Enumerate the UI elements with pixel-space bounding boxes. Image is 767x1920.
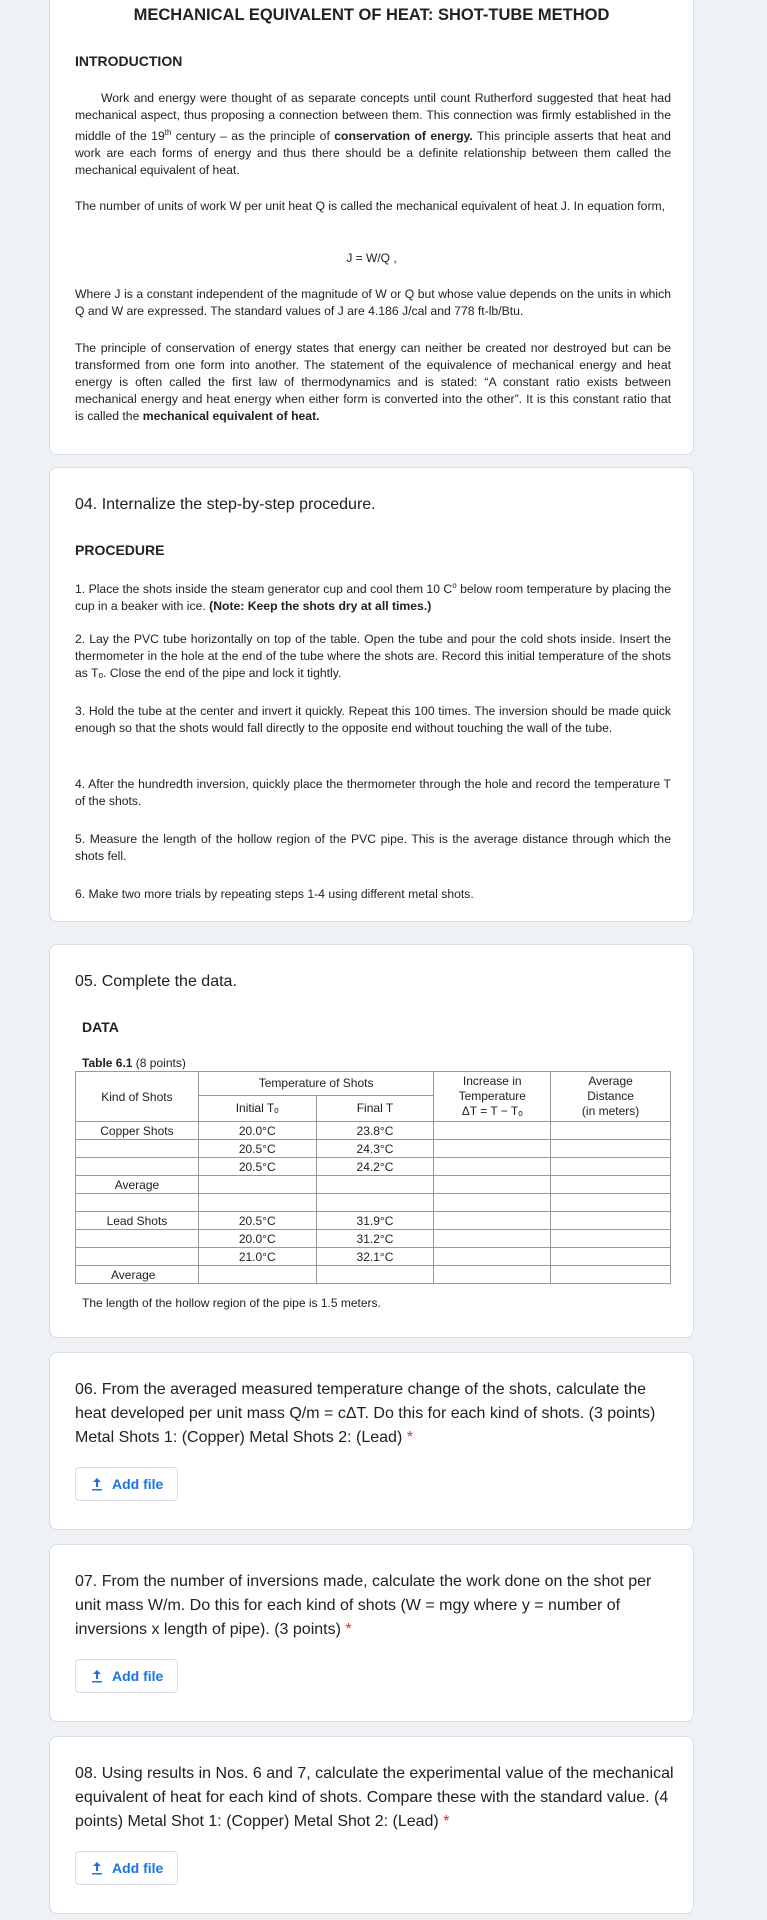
cell-initial: 20.5°C (198, 1140, 316, 1158)
question-07-title: 07. From the number of inversions made, calculate the work done on the shot per unit mass W/m. Do this for each kind of shots (W = mgy where y = number of inversions x length of pipe). (3 points) * (75, 1573, 652, 1638)
cell-increase[interactable] (434, 1140, 551, 1158)
procedure-step-3: 3. Hold the tube at the center and invert it quickly. Repeat this 100 times. The inversion should be made quick enough so that the shots would fall directly to the opposite end without touching the wall of the tube. (75, 704, 671, 735)
add-file-button[interactable]: Add file (75, 1467, 178, 1501)
question-05-card (49, 944, 694, 1338)
table-row (76, 1212, 671, 1230)
required-asterisk: * (443, 1813, 450, 1830)
cell-initial: 21.0°C (198, 1248, 316, 1266)
header-final: Final T (316, 1095, 434, 1121)
cell-increase[interactable] (434, 1122, 551, 1140)
cell-increase[interactable] (434, 1212, 551, 1230)
table-row (76, 1140, 671, 1158)
header-initial: Initial Tₒ (198, 1095, 316, 1121)
cell-distance[interactable] (551, 1122, 671, 1140)
procedure-step-1: 1. Place the shots inside the steam generator cup and cool them 10 $C^o$ below room temperature by placing the cup in a beaker with ice. (Note: Keep the shots dry at all times.) (75, 581, 671, 614)
cell-final: 24.3°C (316, 1140, 434, 1158)
question-05-title: 05. Complete the data. (75, 973, 237, 990)
cell-increase[interactable] (434, 1158, 551, 1176)
question-08-title: 08. Using results in Nos. 6 and 7, calculate the experimental value of the mechanical equivalent of heat for each kind of shots. Compare these with the standard value. (4 points) Metal Shot 1: (Copper) Metal Shot 2: (Lead) * (75, 1765, 674, 1830)
lead-average-label: Average (76, 1266, 199, 1284)
table-caption: Table 6.1 (8 points) (82, 1056, 186, 1070)
table-row (76, 1176, 671, 1194)
upload-icon (90, 1861, 104, 1875)
cell-initial: 20.5°C (198, 1212, 316, 1230)
equation: J = W/Q , (346, 251, 397, 265)
add-file-button[interactable]: Add file (75, 1851, 178, 1885)
cell-distance[interactable] (551, 1248, 671, 1266)
procedure-step-4: 4. After the hundredth inversion, quickly place the thermometer through the hole and record the temperature T of the shots. (75, 777, 671, 808)
cell-increase[interactable] (434, 1230, 551, 1248)
upload-icon (90, 1669, 104, 1683)
cell-increase[interactable] (434, 1176, 551, 1194)
header-temperature: Temperature of Shots (198, 1072, 433, 1096)
intro-paragraph-3: Where J is a constant independent of the magnitude of W or Q but whose value depends on the units in which Q and W are expressed. The standard values of J are 4.186 J/cal and 778 ft-lb/Btu. (75, 287, 671, 318)
procedure-step-5: 5. Measure the length of the hollow region of the PVC pipe. This is the average distance through which the shots fell. (75, 832, 671, 863)
required-asterisk: * (345, 1621, 352, 1638)
required-asterisk: * (406, 1429, 413, 1446)
cell-initial: 20.0°C (198, 1122, 316, 1140)
intro-paragraph-2: The number of units of work W per unit heat Q is called the mechanical equivalent of heat J. In equation form, (75, 199, 666, 213)
add-file-button[interactable]: Add file (75, 1659, 178, 1693)
table-row (76, 1194, 671, 1212)
procedure-step-2: 2. Lay the PVC tube horizontally on top of the table. Open the tube and pour the cold shots inside. Insert the thermometer in the hole at the end of the tube where the shots are. Record this initial temperature of the shots as Tₒ. Close the end of the pipe and lock it tightly. (75, 632, 671, 680)
question-06-card (49, 1352, 694, 1530)
cell-final: 24.2°C (316, 1158, 434, 1176)
lead-label: Lead Shots (76, 1212, 199, 1230)
header-average-distance: Average Distance (in meters) (551, 1072, 671, 1122)
cell-increase[interactable] (434, 1266, 551, 1284)
intro-heading: INTRODUCTION (75, 53, 183, 69)
cell-final: 31.2°C (316, 1230, 434, 1248)
table-row (76, 1248, 671, 1266)
procedure-step-6: 6. Make two more trials by repeating steps 1-4 using different metal shots. (75, 887, 474, 901)
table-row (76, 1266, 671, 1284)
table-row (76, 1158, 671, 1176)
question-04-title: 04. Internalize the step-by-step procedure. (75, 496, 376, 513)
question-06-title: 06. From the averaged measured temperature change of the shots, calculate the heat developed per unit mass Q/m = cΔT. Do this for each kind of shots. (3 points) Metal Shots 1: (Copper) Metal Shots 2: (Lead) * (75, 1381, 656, 1446)
cell-distance[interactable] (551, 1140, 671, 1158)
question-08-card (49, 1736, 694, 1914)
header-kind-of-shots: Kind of Shots (76, 1072, 199, 1122)
data-heading: DATA (82, 1019, 119, 1035)
cell-distance[interactable] (551, 1230, 671, 1248)
cell-initial: 20.0°C (198, 1230, 316, 1248)
cell-distance[interactable] (551, 1266, 671, 1284)
copper-average-label: Average (76, 1176, 199, 1194)
cell-final: 23.8°C (316, 1122, 434, 1140)
cell-distance[interactable] (551, 1212, 671, 1230)
table-row (76, 1122, 671, 1140)
upload-icon (90, 1477, 104, 1491)
pipe-length-note: The length of the hollow region of the pipe is 1.5 meters. (82, 1296, 381, 1310)
data-table (75, 1071, 671, 1284)
intro-card (49, 0, 694, 455)
intro-paragraph-1: Work and energy were thought of as separate concepts until count Rutherford suggested that heat had mechanical aspect, thus proposing a connection between them. This connection was firmly established in the middle of the 19th century – as the principle of conservation of energy. This principle asserts that heat and work are each forms of energy and thus there should be a definite relationship between them called the mechanical equivalent of heat. (75, 91, 671, 178)
cell-distance[interactable] (551, 1176, 671, 1194)
cell-final: 32.1°C (316, 1248, 434, 1266)
question-04-card (49, 467, 694, 922)
copper-label: Copper Shots (76, 1122, 199, 1140)
intro-paragraph-4: The principle of conservation of energy states that energy can neither be created nor destroyed but can be transformed from one form into another. The statement of the equivalence of mechanical energy and heat energy is often called the first law of thermodynamics and is stated: “A constant ratio exists between mechanical energy and heat energy when either form is converted into the other”. It is this constant ratio that is called the mechanical equivalent of heat. (75, 341, 671, 423)
header-increase-in-temperature: Increase in Temperature ΔT = T − Tₒ (434, 1072, 551, 1122)
cell-increase[interactable] (434, 1248, 551, 1266)
question-07-card (49, 1544, 694, 1722)
procedure-heading: PROCEDURE (75, 542, 165, 558)
cell-initial: 20.5°C (198, 1158, 316, 1176)
cell-final: 31.9°C (316, 1212, 434, 1230)
cell-distance[interactable] (551, 1158, 671, 1176)
table-row (76, 1230, 671, 1248)
doc-title: MECHANICAL EQUIVALENT OF HEAT: SHOT-TUBE METHOD (133, 6, 610, 24)
